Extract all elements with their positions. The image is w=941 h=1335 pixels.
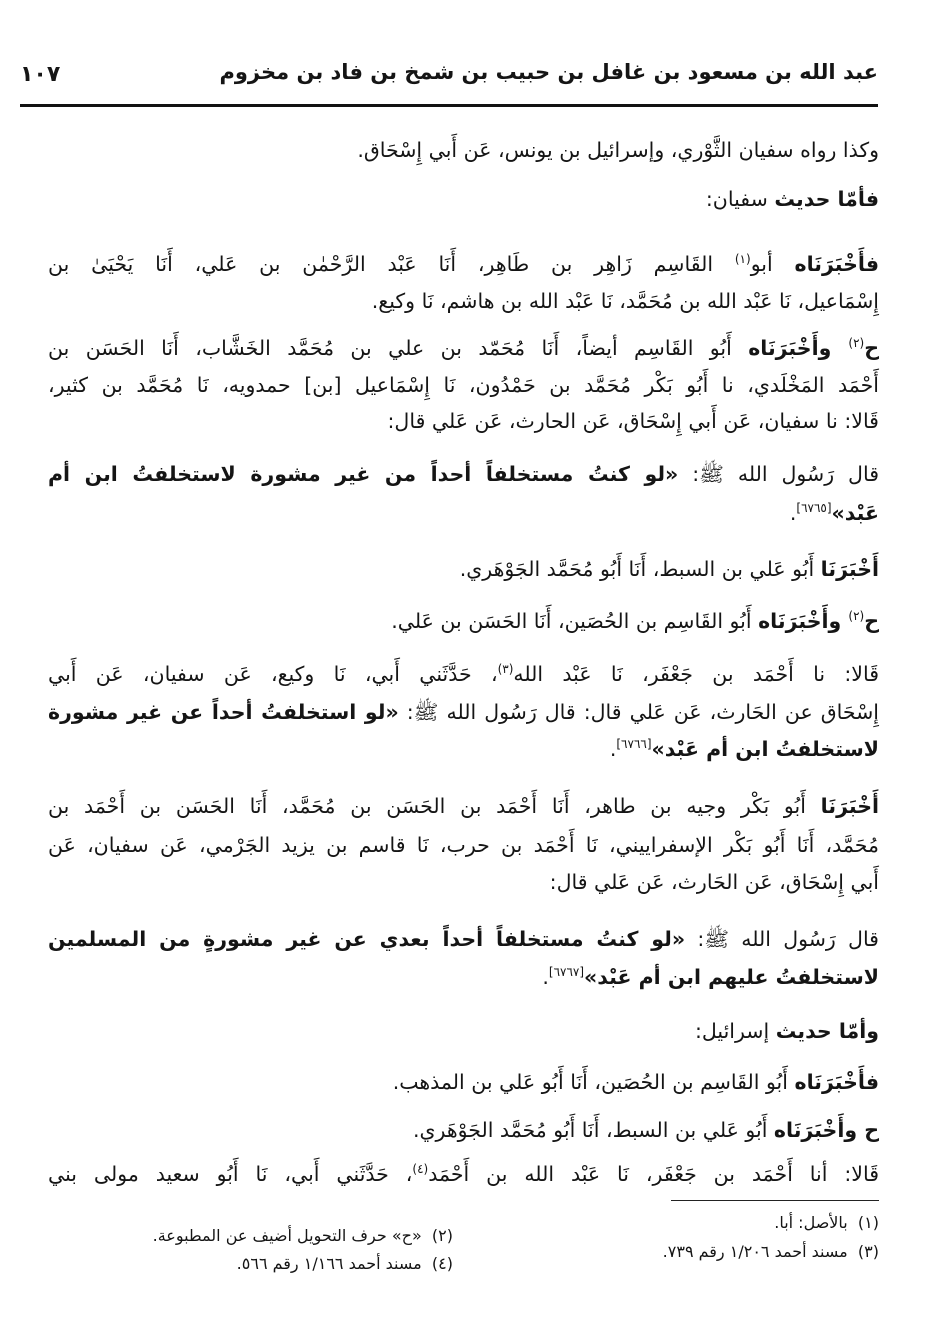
footnote-separator xyxy=(671,1200,879,1201)
text-line: ح وأَخْبَرَنَاه أَبُو عَلي بن السبط، أَنَا أَبُو مُحَمَّد الجَوْهَري. xyxy=(412,1118,879,1142)
text-line: مُحَمَّد، أَنَا أَبُو بَكْر الإسفراييني، نَا أَحْمَد بن حرب، نَا قاسم بن يزيد الجَرْمي، عَن سفيان، عَن xyxy=(48,833,879,857)
hadith-number: [٦٧٦٧] xyxy=(548,965,585,980)
text-line: وكذا رواه سفيان الثَّوْري، وإسرائيل بن يونس، عَن أَبي إِسْحَاق. xyxy=(357,138,879,162)
footnote: (١) بالأصل: أبا. xyxy=(774,1213,879,1232)
hadith-line: لاستخلفتُ ابن أم عَبْد»[٦٧٦٦]. xyxy=(609,737,879,761)
text-line: ح$^{(٢)}$ وأَخْبَرَنَاه أَبُو القَاسِم أيضاً، أَنَا مُحَمّد بن علي بن مُحَمَّد الخَشَّاب، أَنَا الحَسَن بن xyxy=(48,336,879,360)
footnote: (٤) مسند أحمد ١/١٦٦ رقم ٥٦٦. xyxy=(236,1254,453,1273)
page-number: ١٠٧ xyxy=(20,62,61,87)
section-heading: فأمّا حديث سفيان: xyxy=(705,187,879,211)
footnote-marker: (١) xyxy=(734,252,751,267)
text-line: إِسْمَاعيل، نَا عَبْد الله بن مُحَمَّد، نَا عَبْد الله بن هاشم، نَا وكيع. xyxy=(371,289,879,313)
footnote: (٣) مسند أحمد ١/٢٠٦ رقم ٧٣٩. xyxy=(662,1242,879,1261)
text-line: أَحْمَد المَخْلَدي، نا أَبُو بَكْر مُحَمَّد بن حَمْدُون، نَا إِسْمَاعيل [بن] حمدويه، نَا مُحَمَّد بن كثير، xyxy=(48,373,879,397)
footnote-marker: (٢) xyxy=(848,609,865,624)
text-line: ح$^{(٢)}$ وأَخْبَرَنَاه أَبُو القَاسِم بن الحُصَين، أَنَا الحَسَن بن عَلي. xyxy=(391,609,879,633)
footnote-marker: (٣) xyxy=(497,662,514,677)
hadith-line: قال رَسُول الله ﷺ: «لو كنتُ مستخلفاً أحداً بعدي عن غير مشورةٍ من المسلمين xyxy=(48,927,879,951)
running-header xyxy=(20,50,878,107)
text-line: أَبي إِسْحَاق، عَن الحَارث، عَن عَلي قال: xyxy=(549,870,879,894)
hadith-number: [٦٧٦٦] xyxy=(616,737,652,752)
section-heading: وأمّا حديث إسرائيل: xyxy=(694,1019,879,1043)
hadith-line: لاستخلفتُ عليهم ابن أم عَبْد»[٦٧٦٧]. xyxy=(542,965,879,989)
footnote-marker: (٤) xyxy=(412,1162,429,1177)
footnote: (٢) «ح» حرف التحويل أضيف عن المطبوعة. xyxy=(152,1226,453,1245)
text-line: فأَخْبَرَنَاه أبو$^{(١)}$ القَاسِم زَاهِر بن طَاهِر، أَنَا عَبْد الرَّحْمٰن بن عَلي، أَنَا يَحْيَىٰ بن xyxy=(48,252,880,276)
text-line: أَخْبَرَنَا أَبُو عَلي بن السبط، أَنَا أَبُو مُحَمَّد الجَوْهَري. xyxy=(459,557,879,581)
text-line: أَخْبَرَنَا أَبُو بَكْر وجيه بن طاهر، أَنَا أَحْمَد بن الحَسَن بن مُحَمَّد، أَنَا الحَسَن بن أَحْمَد بن xyxy=(48,794,879,818)
footnote-marker: (٢) xyxy=(848,336,865,351)
text-line: قَالا: أنا أَحْمَد بن جَعْفَر، نَا عَبْد الله بن أَحْمَد$^{(٤)}$، حَدَّثَني أَبي، نَا أَبُو سعيد مولى بني xyxy=(48,1162,879,1186)
text-line: قَالا: نا سفيان، عَن أَبي إِسْحَاق، عَن الحارث، عَن عَلي قال: xyxy=(387,409,879,433)
text-line: قَالا: نا أَحْمَد بن جَعْفَر، نَا عَبْد الله$^{(٣)}$، حَدَّثَني أَبي، نَا وكيع، عَن سفيان، عَن أَبي xyxy=(48,662,879,686)
hadith-line: قال رَسُول الله ﷺ: «لو كنتُ مستخلفاً أحداً من غير مشورة لاستخلفتُ ابن أم xyxy=(48,462,879,486)
text-line: فأَخْبَرَنَاه أَبُو القَاسِم بن الحُصَين، أَنَا أَبُو عَلي بن المذهب. xyxy=(392,1070,879,1094)
hadith-line: إِسْحَاق عن الحَارث، عَن عَلي قال: قال رَسُول الله ﷺ: «لو استخلفتُ أحداً عن غير مشورة xyxy=(48,700,879,724)
hadith-number: [٦٧٦٥] xyxy=(796,501,832,516)
header-title: عبد الله بن مسعود بن غافل بن حبيب بن شمخ بن فاد بن مخزوم xyxy=(219,60,878,84)
hadith-line: عَبْد»[٦٧٦٥]. xyxy=(789,501,879,525)
